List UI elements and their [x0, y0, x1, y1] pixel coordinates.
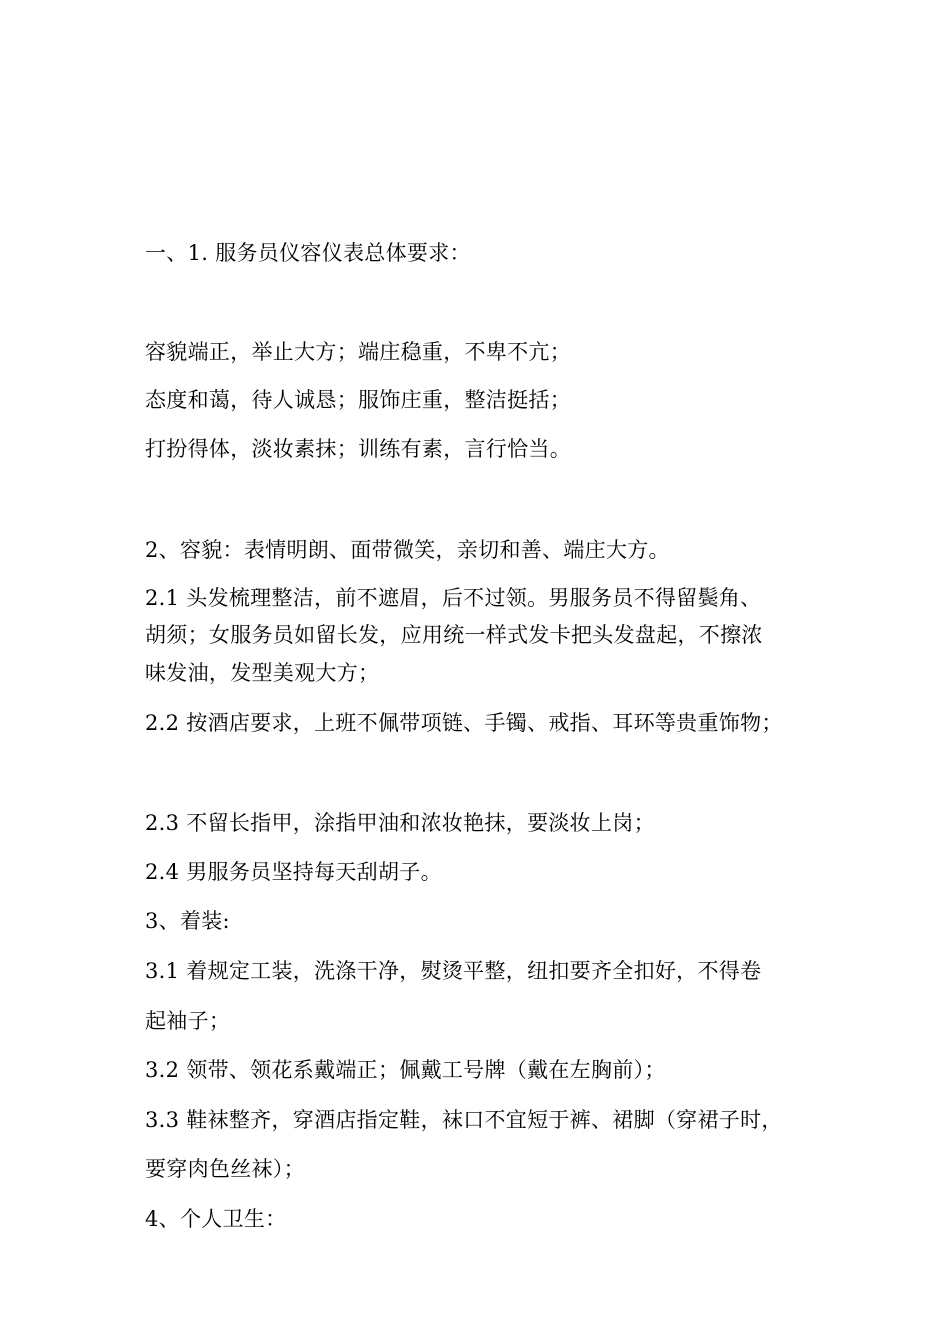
- paragraph-line: 容貌端正，举止大方；端庄稳重，不卑不亢；: [145, 340, 571, 364]
- paragraph-line: 要穿肉色丝袜）；: [145, 1157, 305, 1181]
- paragraph-line: 态度和蔼，待人诚恳；服饰庄重，整洁挺括；: [145, 388, 571, 412]
- section-heading-4: 4、个人卫生：: [145, 1207, 287, 1231]
- paragraph-line: 胡须；女服务员如留长发，应用统一样式发卡把头发盘起，不擦浓: [145, 623, 763, 647]
- paragraph-line: 2.1 头发梳理整洁，前不遮眉，后不过领。男服务员不得留鬓角、: [145, 586, 762, 610]
- paragraph-line: 2.3 不留长指甲，涂指甲油和浓妆艳抹，要淡妆上岗；: [145, 811, 655, 835]
- paragraph-line: 打扮得体，淡妆素抹；训练有素，言行恰当。: [145, 437, 571, 461]
- paragraph-line: 味发油，发型美观大方；: [145, 661, 380, 685]
- paragraph-line: 3.2 领带、领花系戴端正；佩戴工号牌（戴在左胸前）；: [145, 1058, 666, 1082]
- paragraph-line: 3.1 着规定工装，洗涤干净，熨烫平整，纽扣要齐全扣好，不得卷: [145, 959, 762, 983]
- section-heading-3: 3、着装:: [145, 909, 230, 933]
- paragraph-line: 起袖子；: [145, 1009, 231, 1033]
- paragraph-line: 3.3 鞋袜整齐，穿酒店指定鞋，袜口不宜短于裤、裙脚（穿裙子时，: [145, 1108, 783, 1132]
- section-heading-1: 一、1. 服务员仪容仪表总体要求：: [145, 241, 471, 265]
- paragraph-line: 2.4 男服务员坚持每天刮胡子。: [145, 860, 442, 884]
- section-heading-2: 2、容貌：表情明朗、面带微笑，亲切和善、端庄大方。: [145, 538, 670, 562]
- paragraph-line: 2.2 按酒店要求，上班不佩带项链、手镯、戒指、耳环等贵重饰物；: [145, 711, 783, 735]
